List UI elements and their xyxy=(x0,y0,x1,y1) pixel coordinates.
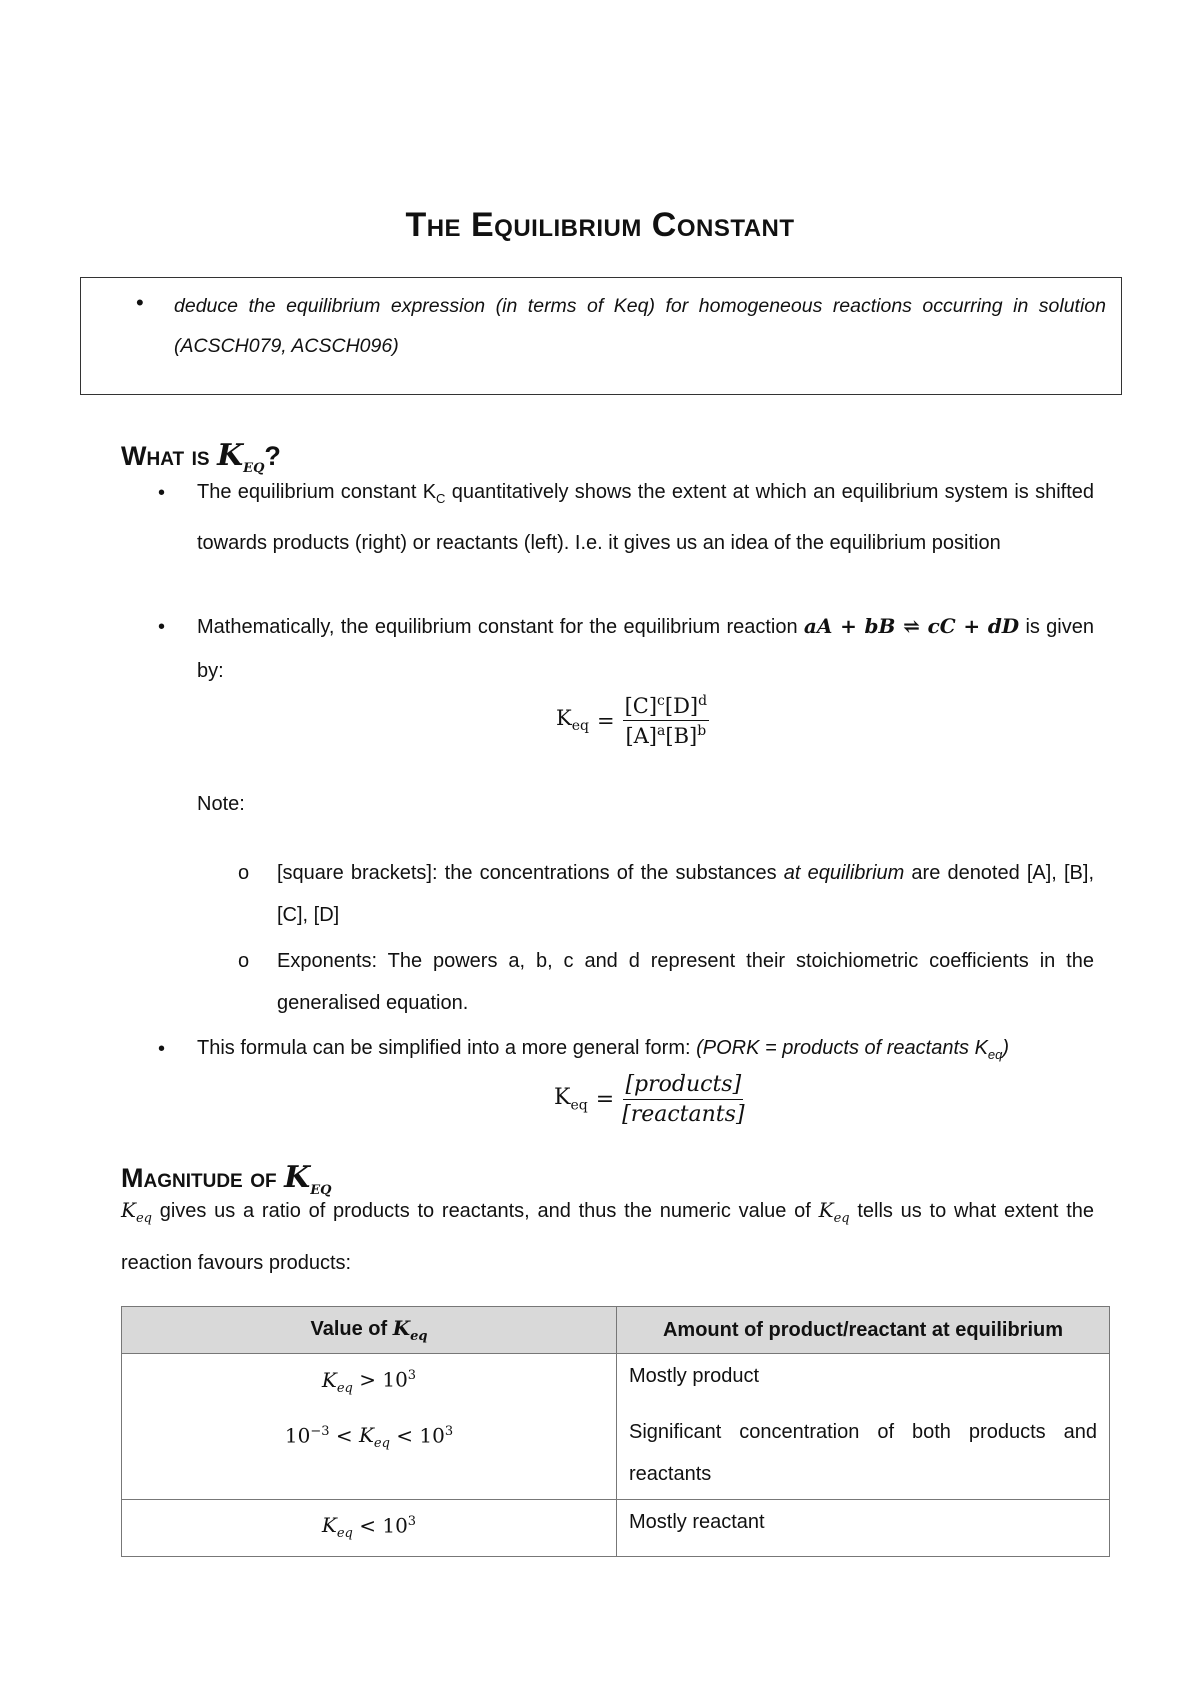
bullet-icon: • xyxy=(158,1038,166,1060)
objective-text: deduce the equilibrium expression (in terms of Keq) for homogeneous reactions occurring in solution (ACSCH079, ACSCH096) xyxy=(174,295,1106,357)
formula-numerator: $[C]^c[D]^d$ xyxy=(623,693,710,721)
magnitude-intro-paragraph: $K_{eq}$ gives us a ratio of products to reactants, and thus the numeric value of $K_{eq}$ tells us to what extent the reaction favours products: xyxy=(121,1198,1094,1274)
bullet-paragraph-kc: The equilibrium constant $K_C$ quantitatively shows the extent at which an equilibrium system is shifted towards products (right) or reactants (left). I.e. it gives us an idea of the equilibrium position xyxy=(197,481,1094,554)
formula-fraction xyxy=(623,693,710,748)
table-header-row xyxy=(122,1307,1110,1354)
table-cell-value: $10^{-3} < K_{eq} < 10^3$ xyxy=(122,1411,617,1500)
circle-bullet-icon: o xyxy=(238,950,250,972)
bullet-paragraph-pork: This formula can be simplified into a more general form: (PORK = products of reactants $K_{eq}$) xyxy=(197,1037,1010,1062)
circle-bullet-icon: o xyxy=(238,862,250,884)
bullet-icon: • xyxy=(136,290,144,315)
bullet-paragraph-mathematically: Mathematically, the equilibrium constant for the equilibrium reaction aA + bB ⇌ cC + dD is given by: xyxy=(197,614,1094,682)
sub-bullet-exponents: Exponents: The powers a, b, c and d represent their stoichiometric coefficients in the generalised equation. xyxy=(277,950,1094,1014)
reaction-equation: aA + bB ⇌ cC + dD xyxy=(803,614,1020,638)
note-label: Note: xyxy=(197,793,245,815)
heading-text: What is xyxy=(121,441,218,471)
formula-fraction xyxy=(622,1072,744,1127)
table-cell-amount: Mostly reactant xyxy=(617,1499,1110,1557)
formula-denominator: [reactants] xyxy=(622,1102,745,1127)
table-row xyxy=(122,1354,1110,1411)
table-row xyxy=(122,1411,1110,1500)
table-cell-value: $K_{eq} < 10^3$ xyxy=(122,1499,617,1557)
table-cell-amount: Significant concentration of both products and reactants xyxy=(617,1411,1110,1500)
table-row xyxy=(122,1499,1110,1557)
section-heading-what-is-keq: What is $K_{eq}$? xyxy=(121,438,281,477)
bullet-icon: • xyxy=(158,482,166,504)
page-title: The Equilibrium Constant xyxy=(405,206,795,244)
table-cell-value: $K_{eq} > 10^3$ xyxy=(122,1354,617,1411)
formula-denominator: $[A]^a[B]^b$ xyxy=(625,723,707,748)
table-header-value: Value of $K_{eq}$ xyxy=(122,1307,617,1354)
magnitude-table xyxy=(121,1306,1110,1557)
table-cell-amount: Mostly product xyxy=(617,1354,1110,1411)
heading-math: $K_{eq}$ xyxy=(217,438,265,477)
section-heading-magnitude: Magnitude of $K_{eq}$ xyxy=(121,1160,332,1199)
bullet-icon: • xyxy=(158,616,166,638)
keq-formula: $K_{eq}$ = $\frac{[C]^c[D]^d}{[A]^a[B]^b}$ xyxy=(556,693,708,748)
formula-numerator: [products] xyxy=(623,1072,743,1100)
sub-bullet-square-brackets: [square brackets]: the concentrations of the substances at equilibrium are denoted [A], [B], [C], [D] xyxy=(277,862,1094,926)
table-header-amount: Amount of product/reactant at equilibrium xyxy=(617,1307,1110,1354)
heading-math: $K_{eq}$ xyxy=(284,1160,332,1199)
pork-formula: $K_{eq}$ = $\frac{\text{[products]}}{\text{[reactants]}}$ xyxy=(554,1072,745,1127)
